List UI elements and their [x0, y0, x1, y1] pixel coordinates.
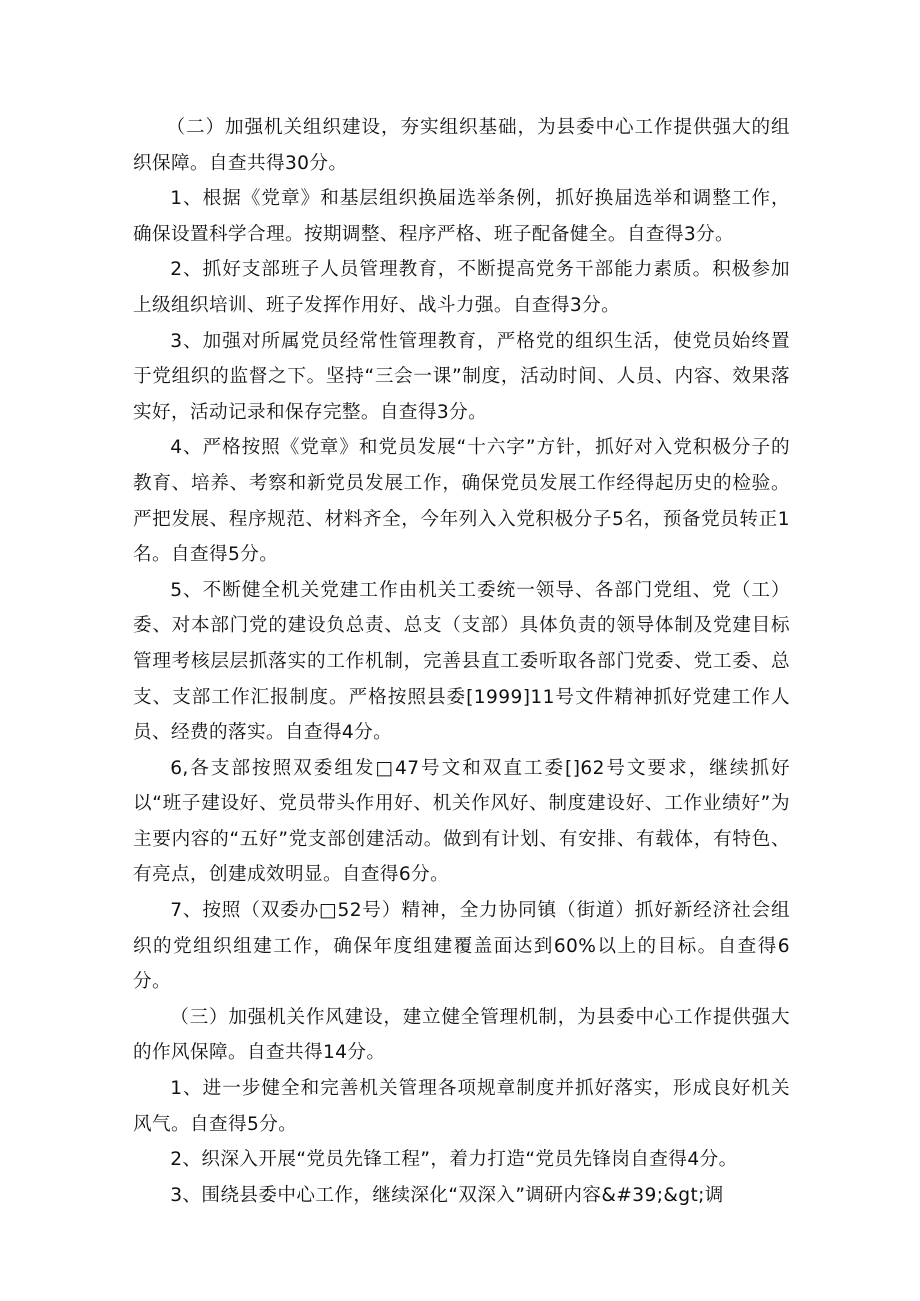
- section-heading-3: （三）加强机关作风建设，建立健全管理机制，为县委中心工作提供强大的作风保障。自查共得14分。: [133, 1006, 790, 1064]
- document-body: [133, 110, 790, 1213]
- paragraph-item-4: 4、严格按照《党章》和党员发展“十六字”方针，抓好对入党积极分子的教育、培养、考察和新党员发展工作，确保党员发展工作经得起历史的检验。严把发展、程序规范、材料齐全，今年列入入党积极分子5名，预备党员转正1名。自查得5分。: [133, 437, 790, 566]
- paragraph-item-6: 6,各支部按照双委组发□47号文和双直工委[]62号文要求，继续抓好以“班子建设好、党员带头作用好、机关作风好、制度建设好、工作业绩好”为主要内容的“五好”党支部创建活动。做到有计划、有安排、有载体，有特色、有亮点，创建成效明显。自查得6分。: [133, 757, 790, 886]
- paragraph-item-2: 2、抓好支部班子人员管理教育，不断提高党务干部能力素质。积极参加上级组织培训、班子发挥作用好、战斗力强。自查得3分。: [133, 259, 790, 316]
- paragraph-item-5: 5、不断健全机关党建工作由机关工委统一领导、各部门党组、党（工）委、对本部门党的建设负总责、总支（支部）具体负责的领导体制及党建目标管理考核层层抓落实的工作机制，完善县直工委听取各部门党委、党工委、总支、支部工作汇报制度。严格按照县委[1999]11号文件精神抓好党建工作人员、经费的落实。自查得4分。: [133, 579, 790, 744]
- paragraph-item-3-1: 1、进一步健全和完善机关管理各项规章制度并抓好落实，形成良好机关风气。自查得5分。: [133, 1078, 790, 1135]
- paragraph-item-7: 7、按照（双委办□52号）精神，全力协同镇（街道）抓好新经济社会组织的党组织组建工作，确保年度组建覆盖面达到60%以上的目标。自查得6分。: [133, 900, 790, 993]
- paragraph-item-3-2: 2、织深入开展“党员先锋工程”，着力打造“党员先锋岗自查得4分。: [170, 1149, 738, 1171]
- paragraph-item-3-3: 3、围绕县委中心工作，继续深化“双深入”调研内容&#39;&gt;调: [170, 1184, 724, 1206]
- paragraph-item-3: 3、加强对所属党员经常性管理教育，严格党的组织生活，使党员始终置于党组织的监督之下。坚持“三会一课”制度，活动时间、人员、内容、效果落实好，活动记录和保存完整。自查得3分。: [133, 330, 790, 423]
- paragraph-item-1: 1、根据《党章》和基层组织换届选举条例，抓好换届选举和调整工作，确保设置科学合理。按期调整、程序严格、班子配备健全。自查得3分。: [133, 188, 790, 245]
- section-heading-2: （二）加强机关组织建设，夯实组织基础，为县委中心工作提供强大的组织保障。自查共得30分。: [133, 117, 790, 174]
